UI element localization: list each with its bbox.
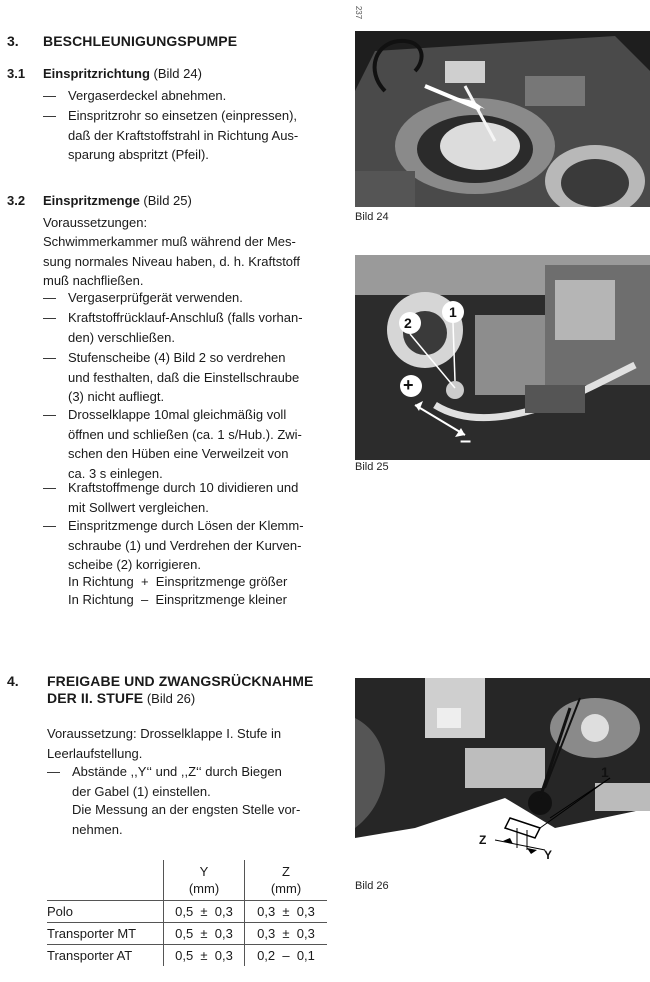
table-cell: 0,5 ± 0,3 bbox=[164, 945, 245, 967]
direction-note-plus: In Richtung + Einspritzmenge größer bbox=[68, 574, 288, 589]
callout-label-1: 1 bbox=[449, 304, 457, 320]
subsection-3-2-heading bbox=[43, 193, 192, 208]
dash-bullet: — bbox=[43, 108, 56, 123]
table-cell: Transporter MT bbox=[47, 923, 164, 945]
list-item-text: Drosselklappe 10mal gleichmäßig voll öffnen und schließen (ca. 1 s/Hub.). Zwi- schen den Hüben eine Verweilzeit von ca. 3 s einlegen. bbox=[68, 407, 302, 481]
table-cell: 0,2 – 0,1 bbox=[257, 948, 315, 963]
figure-26-caption: Bild 26 bbox=[355, 880, 389, 892]
section-4-number: 4. bbox=[7, 673, 19, 689]
figure-24-photo bbox=[355, 31, 650, 207]
list-item bbox=[43, 308, 343, 347]
list-item bbox=[43, 516, 343, 575]
figure-25-illustration bbox=[355, 255, 650, 460]
plus-sign: + bbox=[403, 375, 414, 395]
list-item-text: Stufenscheibe (4) Bild 2 so verdrehen und festhalten, daß die Einstellschraube (3) nicht aufliegt. bbox=[68, 350, 300, 404]
section-4-title-line2: DER II. STUFE bbox=[47, 690, 144, 706]
table-cell: 0,5 ± 0,3 bbox=[164, 923, 245, 945]
dash-bullet: — bbox=[47, 764, 60, 779]
measurement-note: Die Messung an der engsten Stelle vor- nehmen. bbox=[72, 802, 301, 837]
prerequisites-text: Schwimmerkammer muß während der Mes- sung normales Niveau haben, d. h. Kraftstoff muß nachfließen. bbox=[43, 234, 301, 288]
section-3-title: BESCHLEUNIGUNGSPUMPE bbox=[43, 33, 238, 49]
figure-id-mark: 237 bbox=[354, 5, 364, 20]
callout-label-1: 1 bbox=[601, 764, 609, 780]
list-item bbox=[43, 405, 343, 483]
section-3-number: 3. bbox=[7, 33, 19, 49]
dash-bullet: — bbox=[43, 88, 56, 103]
dash-bullet: — bbox=[43, 290, 56, 305]
section-4-title-line1: FREIGABE UND ZWANGSRÜCKNAHME bbox=[47, 673, 314, 689]
table-cell: 0,5 ± 0,3 bbox=[164, 901, 245, 923]
list-item-text: Vergaserdeckel abnehmen. bbox=[68, 88, 227, 103]
callout-label-2: 2 bbox=[404, 315, 412, 331]
dash-bullet: — bbox=[43, 310, 56, 325]
list-item bbox=[43, 106, 343, 165]
list-item bbox=[43, 348, 343, 407]
table-header-cell bbox=[47, 860, 164, 901]
spec-table bbox=[47, 860, 327, 966]
prerequisites-label: Voraussetzungen: bbox=[43, 215, 148, 230]
minus-sign: – bbox=[460, 430, 472, 452]
subsection-3-1-heading bbox=[43, 66, 202, 81]
table-header-row bbox=[47, 860, 327, 901]
dash-bullet: — bbox=[43, 480, 56, 495]
list-item bbox=[47, 762, 347, 801]
subsection-3-2-number: 3.2 bbox=[7, 193, 26, 208]
subsection-3-2-ref: (Bild 25) bbox=[143, 193, 192, 208]
subsection-3-1-number: 3.1 bbox=[7, 66, 26, 81]
table-header-cell: Z (mm) bbox=[270, 864, 302, 896]
figure-25-photo bbox=[355, 255, 650, 460]
list-item-text: Kraftstoffmenge durch 10 dividieren und mit Sollwert vergleichen. bbox=[68, 480, 299, 515]
table-row bbox=[47, 923, 327, 945]
section-4-prerequisite: Voraussetzung: Drosselklappe I. Stufe in Leerlaufstellung. bbox=[47, 726, 282, 761]
dash-bullet: — bbox=[43, 350, 56, 365]
list-item bbox=[43, 288, 343, 308]
table-cell: 0,3 ± 0,3 bbox=[257, 904, 315, 919]
dash-bullet: — bbox=[43, 407, 56, 422]
figure-25-caption: Bild 25 bbox=[355, 461, 389, 473]
dash-bullet: — bbox=[43, 518, 56, 533]
list-item-text: Abstände ,,Y‘‘ und ,,Z‘‘ durch Biegen der Gabel (1) einstellen. bbox=[72, 764, 282, 799]
section-4-title-line2-wrap bbox=[47, 690, 195, 706]
table-cell: Transporter AT bbox=[47, 945, 164, 967]
figure-24-caption: Bild 24 bbox=[355, 211, 389, 223]
table-cell: 0,3 ± 0,3 bbox=[257, 926, 315, 941]
direction-note-minus: In Richtung – Einspritzmenge kleiner bbox=[68, 592, 287, 607]
list-item-text: Vergaserprüfgerät verwenden. bbox=[68, 290, 243, 305]
list-item-text: Einspritzrohr so einsetzen (einpressen), daß der Kraftstoffstrahl in Richtung Aus- sparung abspritzt (Pfeil). bbox=[68, 108, 299, 162]
table-header-cell: Y (mm) bbox=[164, 860, 245, 901]
subsection-3-1-ref: (Bild 24) bbox=[153, 66, 202, 81]
subsection-3-1-title: Einspritzrichtung bbox=[43, 66, 150, 81]
table-row bbox=[47, 945, 327, 967]
dimension-label-z: Z bbox=[479, 833, 487, 847]
figure-26-photo bbox=[355, 678, 650, 872]
subsection-3-2-title: Einspritzmenge bbox=[43, 193, 140, 208]
list-item-text: Kraftstoffrücklauf-Anschluß (falls vorhan- den) verschließen. bbox=[68, 310, 303, 345]
section-4-ref: (Bild 26) bbox=[146, 691, 196, 706]
list-item-text: Einspritzmenge durch Lösen der Klemm- schraube (1) und Verdrehen der Kurven- scheibe (2) korrigieren. bbox=[68, 518, 304, 572]
table-cell: Polo bbox=[47, 901, 164, 923]
figure-24-illustration bbox=[355, 31, 650, 207]
dimension-label-y: Y bbox=[544, 848, 553, 862]
list-item bbox=[43, 478, 343, 517]
table-row bbox=[47, 901, 327, 923]
list-item bbox=[43, 86, 343, 106]
